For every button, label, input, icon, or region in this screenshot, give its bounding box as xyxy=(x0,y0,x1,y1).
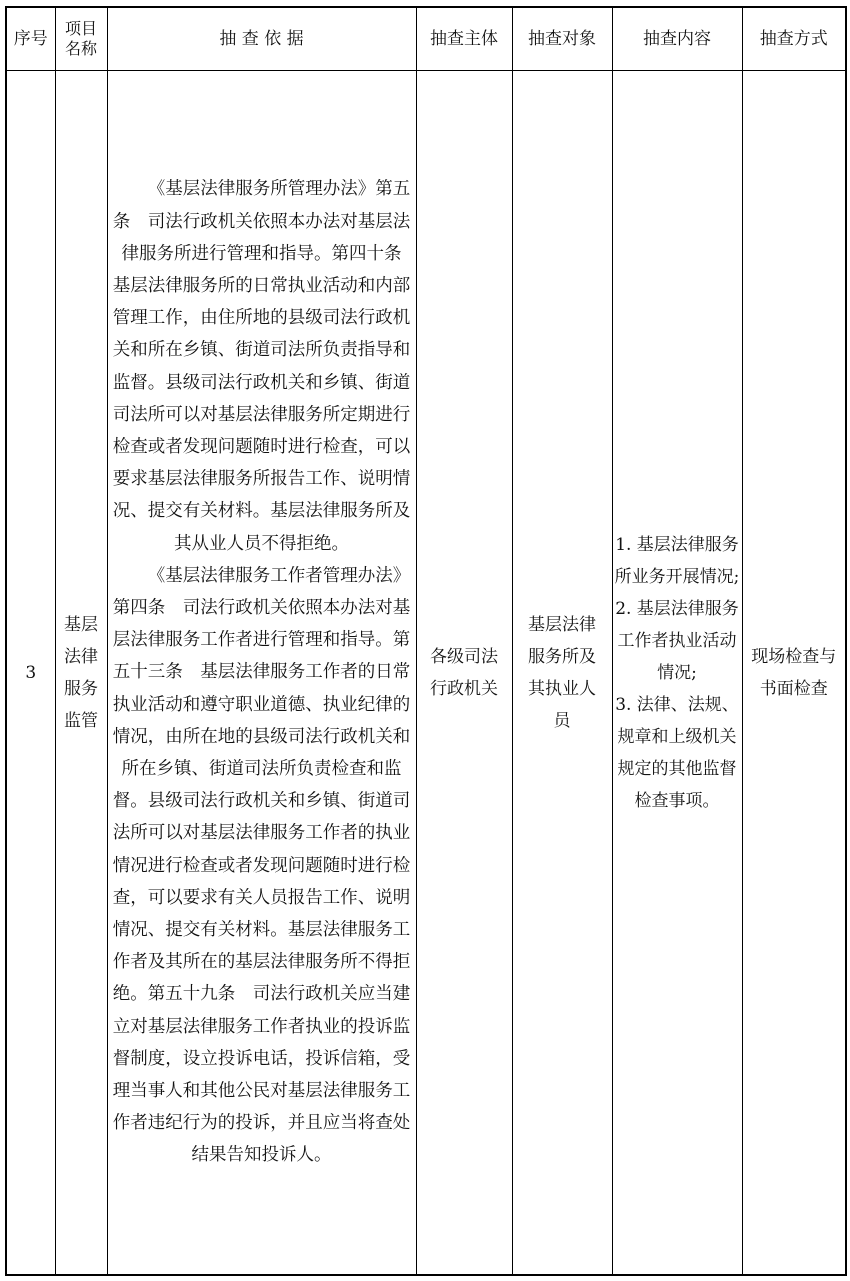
cell-target xyxy=(512,71,612,1276)
cell-serial-no: 3 xyxy=(6,71,55,1276)
header-content: 抽查内容 xyxy=(612,7,742,71)
header-item-name-line: 名称 xyxy=(64,39,97,58)
basis-paragraph: 《基层法律服务所管理办法》第五条 司法行政机关依照本办法对基层法律服务所进行管理和指导。第四十条 基层法律服务所的日常执业活动和内部管理工作，由住所地的县级司法行政机关和所在乡镇、街道司法所负责指导和监督。县级司法行政机关和乡镇、街道司法所可以对基层法律服务所定期进行检查或者发现问题随时进行检查，可以要求基层法律服务所报告工作、说明情况、提交有关材料。基层法律服务所及其从业人员不得拒绝。 xyxy=(112,179,419,554)
item-name-line: 服务 xyxy=(64,678,98,699)
table-row xyxy=(6,71,846,1276)
content-item: 1. 基层法律服务所业务开展情况; xyxy=(614,534,740,587)
header-subject: 抽查主体 xyxy=(416,7,512,71)
item-name-line: 监管 xyxy=(64,710,98,731)
cell-subject xyxy=(416,71,512,1276)
target-line: 其执业人 xyxy=(528,678,596,699)
header-serial-no: 序号 xyxy=(6,7,55,71)
header-target: 抽查对象 xyxy=(512,7,612,71)
header-row xyxy=(6,7,846,71)
target-line: 员 xyxy=(553,710,571,731)
cell-content xyxy=(612,71,742,1276)
target-line: 基层法律 xyxy=(528,614,596,635)
content-item: 3. 法律、法规、规章和上级机关规定的其他监督检查事项。 xyxy=(615,694,739,811)
method-line: 书面检查 xyxy=(759,678,828,699)
header-item-name-line: 项目 xyxy=(64,19,97,38)
content-item: 2. 基层法律服务工作者执业活动情况; xyxy=(615,598,739,683)
method-line: 现场检查与 xyxy=(751,646,837,667)
header-basis: 抽 查 依 据 xyxy=(107,7,416,71)
basis-paragraph: 《基层法律服务工作者管理办法》第四条 司法行政机关依照本办法对基层法律服务工作者进行管理和指导。第五十三条 基层法律服务工作者的日常执业活动和遵守职业道德、执业纪律的情况，由所在地的县级司法行政机关和所在乡镇、街道司法所负责检查和监督。县级司法行政机关和乡镇、街道司法所可以对基层法律服务工作者的执业情况进行检查或者发现问题随时进行检查，可以要求有关人员报告工作、说明情况、提交有关材料。基层法律服务工作者及其所在的基层法律服务所不得拒绝。第五十九条 司法行政机关应当建立对基层法律服务工作者执业的投诉监督制度，设立投诉电话，投诉信箱，受理当事人和其他公民对基层法律服务工作者违纪行为的投诉，并且应当将查处结果告知投诉人。 xyxy=(112,565,411,1166)
item-name-line: 基层 xyxy=(64,614,98,635)
header-item-name xyxy=(55,7,107,71)
cell-basis xyxy=(107,71,419,1276)
inspection-table xyxy=(5,6,847,1276)
cell-item-name xyxy=(55,71,107,1276)
item-name-line: 法律 xyxy=(64,646,98,667)
header-method: 抽查方式 xyxy=(742,7,846,71)
cell-method xyxy=(742,71,846,1276)
subject-line: 行政机关 xyxy=(430,678,498,699)
subject-line: 各级司法 xyxy=(430,646,498,667)
target-line: 服务所及 xyxy=(528,646,596,667)
